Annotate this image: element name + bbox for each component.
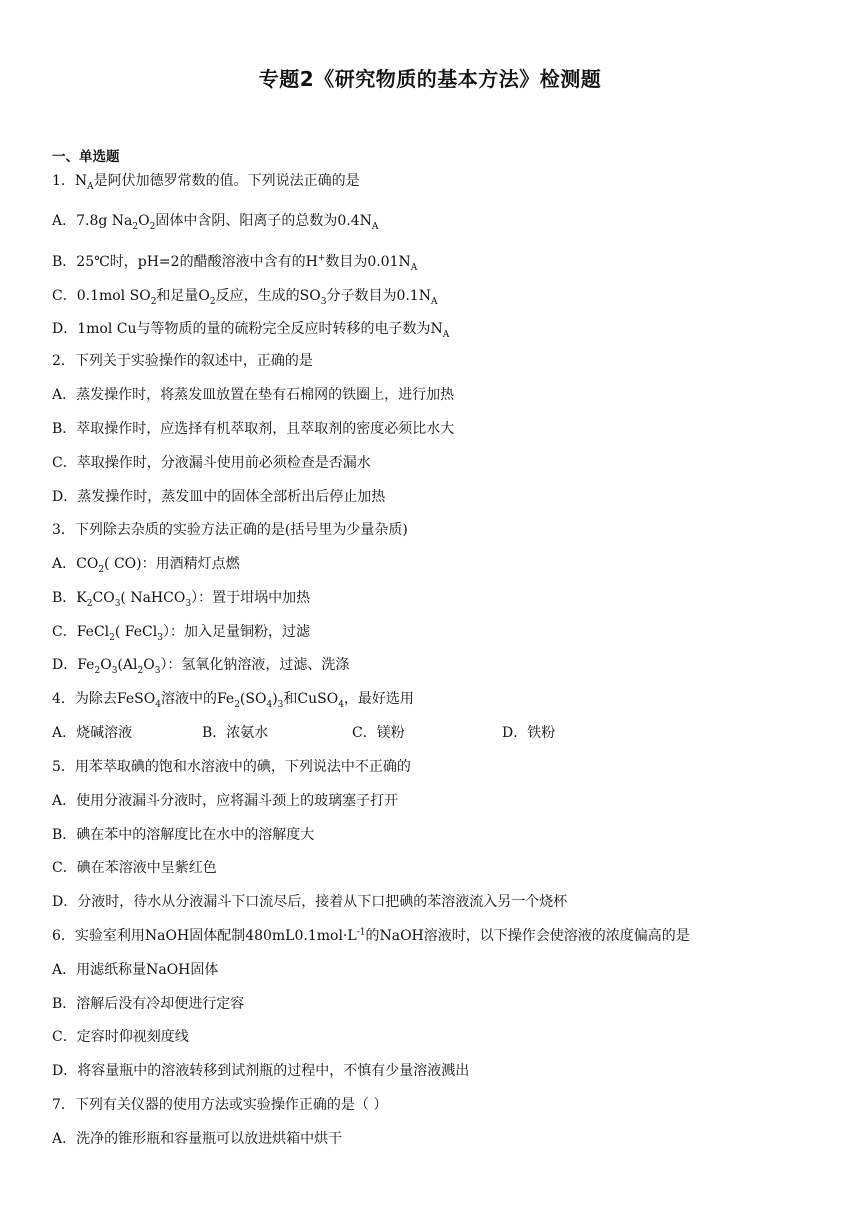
line-text: A．使用分液漏斗分液时，应将漏斗颈上的玻璃塞子打开 [52,793,399,809]
line-text: 5．用苯萃取碘的饱和水溶液中的碘，下列说法中不正确的 [52,759,411,775]
superscript: + [317,253,326,264]
text-line [52,521,408,539]
line-text: CO [92,590,115,606]
line-text: D．将容量瓶中的溶液转移到试剂瓶的过程中，不慎有少量溶液溅出 [52,1063,470,1079]
text-line [52,1062,469,1080]
subscript: 3 [114,598,121,609]
line-text: A．用滤纸称量NaOH固体 [52,962,219,978]
subscript: 2 [109,632,115,643]
line-text: ）：加入足量铜粉，过滤 [162,624,310,640]
text-line [52,961,218,979]
line-text: N [74,173,88,189]
subscript: 2 [94,665,101,676]
line-text: ( FeCl [114,624,158,640]
line-text: 1． [52,173,75,189]
subscript: 3 [320,296,327,307]
line-text: B．溶解后没有冷却便进行定容 [52,996,245,1012]
subscript: 3 [157,632,163,643]
line-text: (Al [117,657,138,673]
text-line [52,555,240,573]
line-text: 3．下列除去杂质的实验方法正确的是(括号里为少量杂质) [52,522,408,538]
line-text: C．萃取操作时，分液漏斗使用前必须检查是否漏水 [52,455,371,471]
line-text: A．洗净的锥形瓶和容量瓶可以放进烘箱中烘干 [52,1131,343,1147]
subscript: 3 [185,598,192,609]
line-text: 固体中含阴、阳离子的总数为0.4N [155,213,372,229]
line-text: B．碘在苯中的溶解度比在水中的溶解度大 [52,827,315,843]
q4-option: A．烧碱溶液 [52,725,133,741]
line-text: 4．为除去FeSO [52,691,156,707]
line-text: 溶液中的Fe [160,691,235,707]
line-text: A．CO [52,556,99,572]
text-line [52,212,378,230]
subscript: 3 [111,665,118,676]
line-text: A．蒸发操作时，将蒸发皿放置在垫有石棉网的铁圈上，进行加热 [52,387,455,403]
text-line [52,420,454,438]
text-line [52,656,349,674]
line-text: C．碘在苯溶液中呈紫红色 [52,860,217,876]
line-text: 7．下列有关仪器的使用方法或实验操作正确的是（ ） [52,1097,388,1113]
subscript: 4 [338,699,344,710]
text-line [52,386,454,404]
line-text: O [138,213,150,229]
text-line [52,995,244,1013]
q4-option: B．浓氨水 [202,725,269,741]
line-text: 6．实验室利用NaOH固体配制480mL0.1mol·L [52,928,357,944]
text-line [52,253,417,271]
subscript: 2 [150,296,157,307]
text-line [52,927,690,945]
line-text: 反应，生成的SO [215,288,321,304]
line-text: A．7.8g Na [52,213,133,229]
subscript: 3 [154,665,161,676]
line-text: ）：置于坩埚中加热 [191,590,311,606]
subscript: 2 [234,699,240,710]
line-text: C．0.1mol SO [52,288,151,304]
subscript: A [410,262,418,273]
subscript: 4 [155,699,161,710]
line-text: ) [272,691,278,707]
line-text: 数目为0.01N [325,254,411,270]
line-text: D．1mol Cu与等物质的量的硫粉完全反应时转移的电子数为N [52,321,443,337]
subscript: 2 [137,665,144,676]
section-heading: 一、单选题 [52,149,120,165]
text-line [52,893,567,911]
line-text: C．定容时仰视刻度线 [52,1029,189,1045]
line-text: O [100,657,112,673]
line-text: (SO [239,691,267,707]
line-text: 和CuSO [283,691,339,707]
line-text: D．蒸发操作时，蒸发皿中的固体全部析出后停止加热 [52,489,386,505]
line-text: B．萃取操作时，应选择有机萃取剂，且萃取剂的密度必须比水大 [52,421,455,437]
line-text: B．K [52,590,87,606]
line-text: C．FeCl [52,624,110,640]
line-text: O [143,657,155,673]
line-text: D．Fe [52,657,95,673]
subscript: 3 [277,699,284,710]
subscript: 2 [98,564,105,575]
superscript: -1 [356,927,366,938]
subscript: 2 [132,221,139,232]
line-text: ( CO)：用酒精灯点燃 [104,556,240,572]
text-line [52,172,360,190]
text-line [52,826,314,844]
line-text: B．25℃时，pH=2的醋酸溶液中含有的H [52,254,318,270]
line-text: 分子数目为0.1N [326,288,431,304]
document-title: 专题2《研究物质的基本方法》检测题 [258,67,602,91]
subscript: 2 [149,221,156,232]
line-text: D．分液时，待水从分液漏斗下口流尽后，接着从下口把碘的苯溶液流入另一个烧杯 [52,894,568,910]
q4-option: D．铁粉 [502,725,556,741]
text-line [52,488,385,506]
text-line [52,690,414,708]
subscript: 2 [86,598,93,609]
text-line [52,589,310,607]
line-text: 的NaOH溶液时，以下操作会使溶液的浓度偏高的是 [365,928,690,944]
subscript: A [442,329,450,340]
text-line [52,758,411,776]
text-line [52,792,398,810]
text-line [52,352,313,370]
text-line [52,287,437,305]
text-line [52,1130,342,1148]
line-text: 是阿伏加德罗常数的值。下列说法正确的是 [93,173,360,189]
q4-option: C．镁粉 [352,725,405,741]
subscript: A [87,181,94,192]
subscript: 2 [209,296,216,307]
text-line [52,1028,189,1046]
line-text: ）：氢氧化钠溶液，过滤、洗涤 [160,657,350,673]
subscript: A [371,221,379,232]
text-line [52,1096,387,1114]
subscript: A [430,296,438,307]
text-line [52,320,449,338]
text-line [52,454,371,472]
text-line [52,859,217,877]
line-text: 2．下列关于实验操作的叙述中，正确的是 [52,353,313,369]
text-line [52,623,310,641]
subscript: 4 [266,699,273,710]
line-text: ，最好选用 [343,691,414,707]
line-text: 和足量O [156,288,210,304]
line-text: ( NaHCO [120,590,186,606]
